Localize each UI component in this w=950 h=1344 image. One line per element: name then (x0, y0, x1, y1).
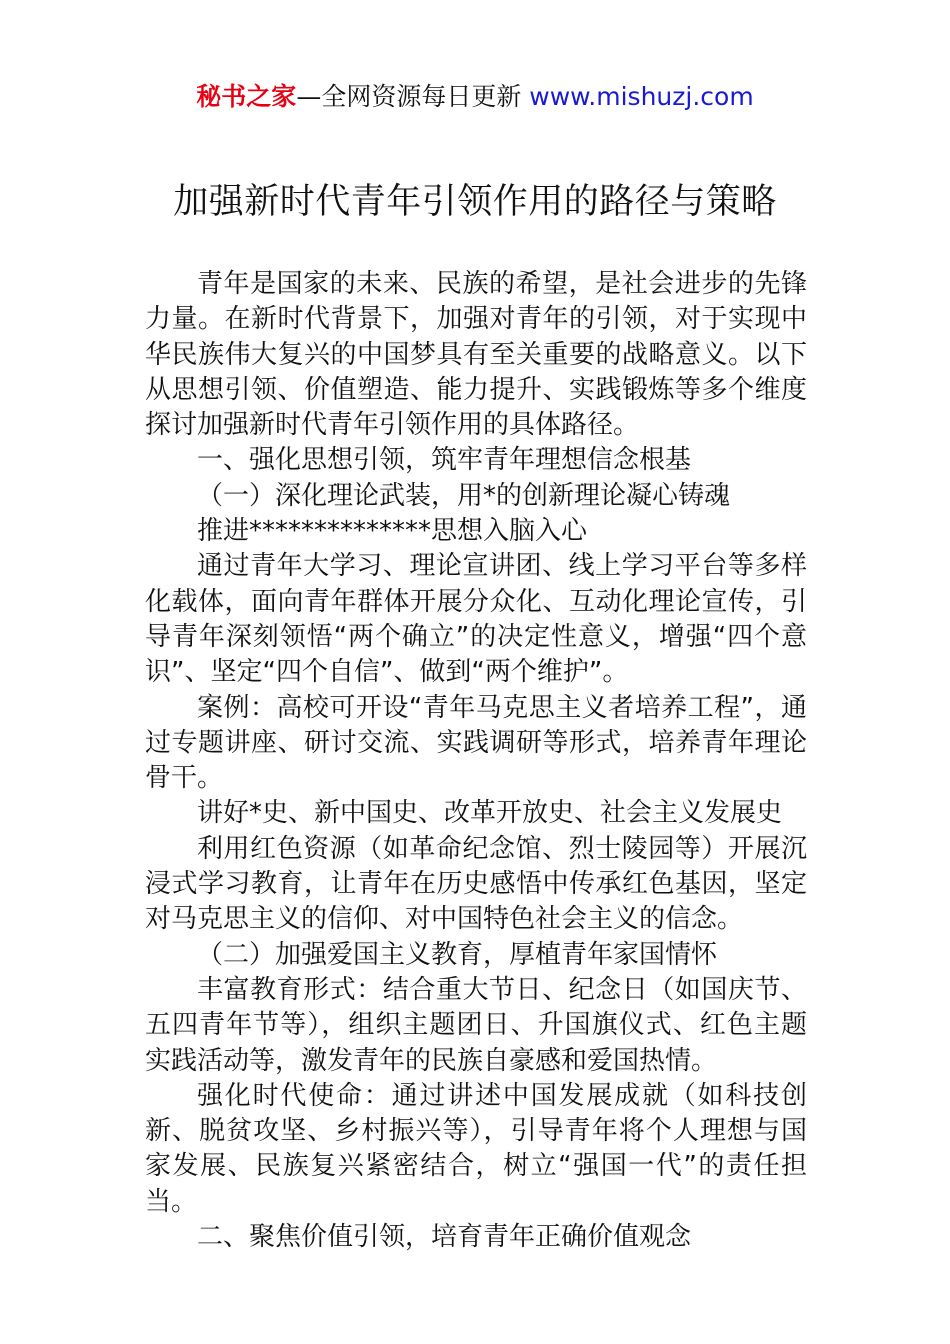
subsection-heading-1-1: （一）深化理论武装，用*的创新理论凝心铸魂 (197, 480, 731, 511)
paragraph-case: 案例：高校可开设“青年马克思主义者培养工程”，通过专题讲座、研讨交流、实践调研等形式，培养青年理论骨干。 (145, 692, 807, 794)
document-title: 加强新时代青年引领作用的路径与策略 (173, 182, 777, 222)
site-brand: 秘书之家 (196, 82, 297, 111)
section-heading-1: 一、强化思想引领，筑牢青年理想信念根基 (197, 445, 692, 476)
document-body (145, 267, 807, 1255)
point-heading: 推进**************思想入脑入心 (197, 516, 588, 547)
site-url-link[interactable]: www.mishuzj.com (529, 82, 754, 111)
site-header (0, 80, 950, 114)
site-tagline: —全网资源每日更新 (296, 82, 530, 111)
paragraph-intro: 青年是国家的未来、民族的希望，是社会进步的先锋力量。在新时代背景下，加强对青年的引领，对于实现中华民族伟大复兴的中国梦具有至关重要的战略意义。以下从思想引领、价值塑造、能力提升、实践锻炼等多个维度探讨加强新时代青年引领作用的具体路径。 (145, 269, 807, 441)
section-heading-2: 二、聚焦价值引领，培育青年正确价值观念 (197, 1222, 692, 1253)
paragraph: 丰富教育形式：结合重大节日、纪念日（如国庆节、五四青年节等），组织主题团日、升国旗仪式、红色主题实践活动等，激发青年的民族自豪感和爱国热情。 (145, 974, 807, 1076)
paragraph: 利用红色资源（如革命纪念馆、烈士陵园等）开展沉浸式学习教育，让青年在历史感悟中传承红色基因，坚定对马克思主义的信仰、对中国特色社会主义的信念。 (145, 833, 807, 935)
paragraph: 通过青年大学习、理论宣讲团、线上学习平台等多样化载体，面向青年群体开展分众化、互动化理论宣传，引导青年深刻领悟“两个确立”的决定性意义，增强“四个意识”、坚定“四个自信”、做到“两个维护”。 (145, 551, 807, 688)
subsection-heading-1-2: （二）加强爱国主义教育，厚植青年家国情怀 (197, 939, 718, 970)
paragraph: 强化时代使命：通过讲述中国发展成就（如科技创新、脱贫攻坚、乡村振兴等），引导青年将个人理想与国家发展、民族复兴紧密结合，树立“强国一代”的责任担当。 (145, 1080, 807, 1217)
point-heading: 讲好*史、新中国史、改革开放史、社会主义发展史 (197, 798, 783, 829)
